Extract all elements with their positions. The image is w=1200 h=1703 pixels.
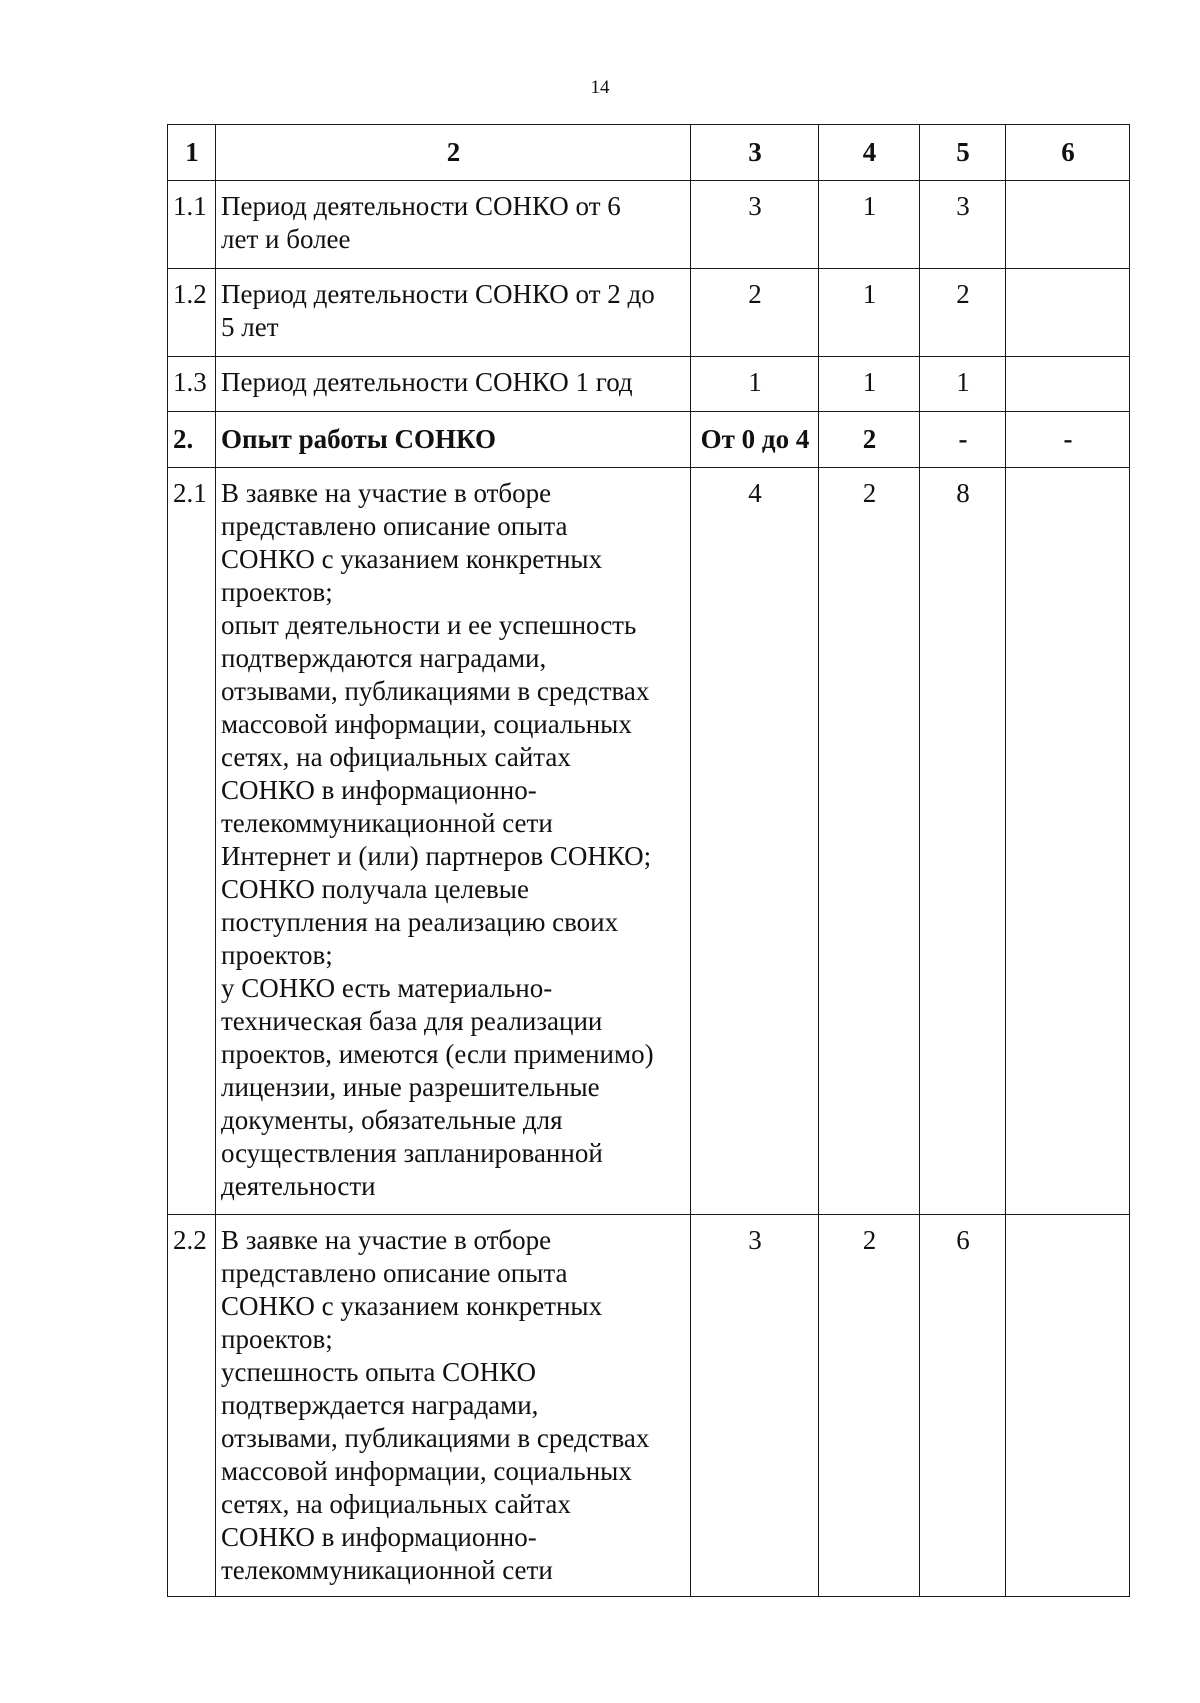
description-line: СОНКО в информационно- <box>221 1522 537 1552</box>
max-points-cell: 4 <box>691 468 819 1215</box>
description-line: отзывами, публикациями в средствах <box>221 676 650 706</box>
description-line: Опыт работы СОНКО <box>221 424 496 454</box>
row-description <box>216 468 691 1215</box>
weight-cell: 2 <box>819 412 920 468</box>
description-line: представлено описание опыта <box>221 1258 568 1288</box>
description-line: Интернет и (или) партнеров СОНКО; <box>221 841 652 871</box>
max-points-cell: 2 <box>691 269 819 357</box>
description-line: СОНКО с указанием конкретных <box>221 1291 603 1321</box>
description-line: Период деятельности СОНКО от 6 <box>221 191 621 221</box>
notes-cell <box>1006 181 1130 269</box>
description-line: у СОНКО есть материально- <box>221 973 553 1003</box>
description-line: проектов; <box>221 940 333 970</box>
row-number: 2.1 <box>168 468 216 1215</box>
table-row <box>168 181 1130 269</box>
header-cell-1: 1 <box>168 125 216 181</box>
weight-cell: 1 <box>819 269 920 357</box>
table-row <box>168 357 1130 412</box>
notes-cell <box>1006 1215 1130 1597</box>
description-line: Период деятельности СОНКО от 2 до <box>221 279 655 309</box>
score-cell: 3 <box>920 181 1006 269</box>
description-line: подтверждаются наградами, <box>221 643 547 673</box>
description-line: отзывами, публикациями в средствах <box>221 1423 650 1453</box>
description-line: сетях, на официальных сайтах <box>221 742 571 772</box>
description-line: СОНКО с указанием конкретных <box>221 544 603 574</box>
description-line: 5 лет <box>221 312 279 342</box>
weight-cell: 2 <box>819 1215 920 1597</box>
description-line: осуществления запланированной <box>221 1138 603 1168</box>
weight-cell: 2 <box>819 468 920 1215</box>
description-line: деятельности <box>221 1171 376 1201</box>
description-line: опыт деятельности и ее успешность <box>221 610 637 640</box>
notes-cell <box>1006 269 1130 357</box>
row-description <box>216 269 691 357</box>
description-line: проектов; <box>221 577 333 607</box>
score-cell: 8 <box>920 468 1006 1215</box>
weight-cell: 1 <box>819 357 920 412</box>
header-cell-3: 3 <box>691 125 819 181</box>
weight-cell: 1 <box>819 181 920 269</box>
row-description <box>216 181 691 269</box>
notes-cell <box>1006 357 1130 412</box>
header-cell-2: 2 <box>216 125 691 181</box>
max-points-cell: 1 <box>691 357 819 412</box>
row-number: 2. <box>168 412 216 468</box>
row-description <box>216 357 691 412</box>
description-line: лет и более <box>221 224 351 254</box>
score-cell: 6 <box>920 1215 1006 1597</box>
description-line: В заявке на участие в отборе <box>221 478 552 508</box>
table-row <box>168 1215 1130 1597</box>
row-number: 1.3 <box>168 357 216 412</box>
score-cell: 2 <box>920 269 1006 357</box>
description-line: Период деятельности СОНКО 1 год <box>221 367 633 397</box>
description-line: сетях, на официальных сайтах <box>221 1489 571 1519</box>
description-line: документы, обязательные для <box>221 1105 563 1135</box>
page-number: 14 <box>590 77 610 98</box>
description-line: СОНКО в информационно- <box>221 775 537 805</box>
description-line: проектов; <box>221 1324 333 1354</box>
description-line: массовой информации, социальных <box>221 1456 632 1486</box>
criteria-table <box>167 124 1130 1597</box>
max-points-cell: 3 <box>691 1215 819 1597</box>
description-line: поступления на реализацию своих <box>221 907 619 937</box>
header-cell-5: 5 <box>920 125 1006 181</box>
notes-cell: - <box>1006 412 1130 468</box>
table-row <box>168 269 1130 357</box>
row-number: 2.2 <box>168 1215 216 1597</box>
description-line: В заявке на участие в отборе <box>221 1225 552 1255</box>
row-number: 1.2 <box>168 269 216 357</box>
table-row <box>168 468 1130 1215</box>
description-line: лицензии, иные разрешительные <box>221 1072 600 1102</box>
row-description <box>216 1215 691 1597</box>
table-section-row <box>168 412 1130 468</box>
description-line: массовой информации, социальных <box>221 709 632 739</box>
notes-cell <box>1006 468 1130 1215</box>
header-cell-6: 6 <box>1006 125 1130 181</box>
table-header-row <box>168 125 1130 181</box>
description-line: техническая база для реализации <box>221 1006 603 1036</box>
row-number: 1.1 <box>168 181 216 269</box>
description-line: подтверждается наградами, <box>221 1390 539 1420</box>
max-points-cell: От 0 до 4 <box>691 412 819 468</box>
description-line: СОНКО получала целевые <box>221 874 529 904</box>
score-cell: 1 <box>920 357 1006 412</box>
description-line: успешность опыта СОНКО <box>221 1357 536 1387</box>
row-description <box>216 412 691 468</box>
description-line: телекоммуникационной сети <box>221 808 553 838</box>
description-line: телекоммуникационной сети <box>221 1555 553 1585</box>
description-line: представлено описание опыта <box>221 511 568 541</box>
max-points-cell: 3 <box>691 181 819 269</box>
header-cell-4: 4 <box>819 125 920 181</box>
score-cell: - <box>920 412 1006 468</box>
description-line: проектов, имеются (если применимо) <box>221 1039 654 1069</box>
